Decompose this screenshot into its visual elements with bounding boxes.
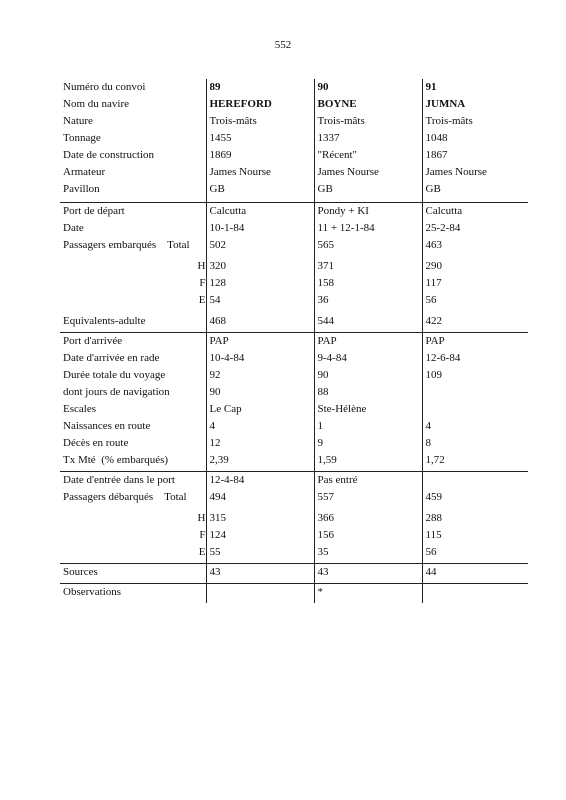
cell-91: 1,72	[422, 452, 528, 469]
cell-91: Trois-mâts	[422, 113, 528, 130]
cell-90: 158	[314, 275, 422, 292]
sub-label: H	[197, 260, 206, 272]
row-label: Naissances en route	[63, 420, 151, 432]
cell-91: 463	[422, 237, 528, 254]
cell-89: 10-1-84	[206, 220, 314, 237]
cell-91: 8	[422, 435, 528, 452]
cell-89: 502	[206, 237, 314, 254]
page-number: 552	[274, 39, 292, 51]
cell-89: 320	[206, 258, 314, 275]
cell-91: 288	[422, 510, 528, 527]
cell-89: 55	[206, 544, 314, 561]
row-label: dont jours de navigation	[63, 386, 170, 398]
cell-90: Trois-mâts	[314, 113, 422, 130]
row-observations	[60, 584, 528, 602]
cell-89: 43	[206, 564, 314, 582]
cell-90: 88	[314, 384, 422, 401]
cell-91: 1867	[422, 147, 528, 164]
cell-91: James Nourse	[422, 164, 528, 181]
row-equivalents-adulte	[60, 313, 528, 330]
cell-91: 25-2-84	[422, 220, 528, 237]
row-nom-navire	[60, 96, 528, 113]
cell-89: 315	[206, 510, 314, 527]
row-label: Nature	[63, 115, 93, 127]
cell-89: Calcutta	[206, 203, 314, 221]
row-pavillon	[60, 181, 528, 198]
row-date-entree-port	[60, 472, 528, 490]
cell-89: Trois-mâts	[206, 113, 314, 130]
row-label: Escales	[63, 403, 96, 415]
label-text: Passagers débarqués	[63, 491, 154, 503]
row-embarques-h	[60, 258, 528, 275]
row-passagers-debarques	[60, 489, 528, 506]
cell-89: James Nourse	[206, 164, 314, 181]
row-port-depart	[60, 203, 528, 221]
row-label: Nom du navire	[63, 98, 129, 110]
row-label: Date	[63, 222, 84, 234]
cell-89: 468	[206, 313, 314, 330]
cell-89: HEREFORD	[206, 96, 314, 113]
cell-89: 89	[206, 79, 314, 96]
cell-91: 56	[422, 292, 528, 309]
cell-90: 565	[314, 237, 422, 254]
row-naissances	[60, 418, 528, 435]
row-label: Equivalents-adulte	[63, 315, 146, 327]
row-numero-convoi	[60, 79, 528, 96]
cell-90: 557	[314, 489, 422, 506]
cell-91: 44	[422, 564, 528, 582]
label-text: Passagers embarqués	[63, 239, 157, 251]
row-armateur	[60, 164, 528, 181]
cell-91: 91	[422, 79, 528, 96]
cell-91: 109	[422, 367, 528, 384]
sub-label: F	[199, 277, 206, 289]
sub-label: E	[198, 294, 206, 306]
cell-90: *	[314, 584, 422, 602]
cell-90: "Récent"	[314, 147, 422, 164]
row-date	[60, 220, 528, 237]
sub-label: Total	[164, 491, 187, 503]
cell-89: GB	[206, 181, 314, 198]
cell-90: Ste-Hélène	[314, 401, 422, 418]
row-label: Observations	[60, 584, 206, 602]
row-nature	[60, 113, 528, 130]
row-label: Port de départ	[60, 203, 206, 221]
cell-91: 459	[422, 489, 528, 506]
row-jours-navigation	[60, 384, 528, 401]
row-port-arrivee	[60, 333, 528, 351]
cell-89: 494	[206, 489, 314, 506]
cell-90: Pondy + KI	[314, 203, 422, 221]
cell-91: 56	[422, 544, 528, 561]
cell-89: 2,39	[206, 452, 314, 469]
cell-90: 35	[314, 544, 422, 561]
row-tx-mte	[60, 452, 528, 469]
row-label	[60, 489, 206, 506]
row-sources	[60, 564, 528, 582]
row-embarques-f	[60, 275, 528, 292]
sub-label: F	[199, 529, 206, 541]
row-label	[60, 452, 206, 469]
cell-91: 12-6-84	[422, 350, 528, 367]
row-debarques-f	[60, 527, 528, 544]
cell-90: 43	[314, 564, 422, 582]
cell-91	[422, 584, 528, 602]
cell-89: 54	[206, 292, 314, 309]
cell-91: Calcutta	[422, 203, 528, 221]
cell-89: 124	[206, 527, 314, 544]
cell-90: 11 + 12-1-84	[314, 220, 422, 237]
cell-91: JUMNA	[422, 96, 528, 113]
label-suffix: (% embarqués)	[101, 454, 169, 466]
row-label: Sources	[60, 564, 206, 582]
row-label: Armateur	[63, 166, 106, 178]
row-label: Date d'arrivée en rade	[63, 352, 160, 364]
cell-90: Pas entré	[314, 472, 422, 490]
cell-90: PAP	[314, 333, 422, 351]
row-label: Numéro du convoi	[63, 81, 146, 93]
cell-91: 4	[422, 418, 528, 435]
cell-89: 12-4-84	[206, 472, 314, 490]
cell-89: 1455	[206, 130, 314, 147]
cell-91: 1048	[422, 130, 528, 147]
cell-91: 117	[422, 275, 528, 292]
cell-90: 90	[314, 79, 422, 96]
cell-89: 128	[206, 275, 314, 292]
cell-89: PAP	[206, 333, 314, 351]
cell-90: 9	[314, 435, 422, 452]
row-escales	[60, 401, 528, 418]
cell-90: 371	[314, 258, 422, 275]
cell-89: Le Cap	[206, 401, 314, 418]
cell-91	[422, 472, 528, 490]
row-label	[60, 237, 206, 254]
cell-89: 10-4-84	[206, 350, 314, 367]
row-label: Port d'arrivée	[60, 333, 206, 351]
cell-90: BOYNE	[314, 96, 422, 113]
row-duree-voyage	[60, 367, 528, 384]
sub-label: E	[198, 546, 206, 558]
cell-90: GB	[314, 181, 422, 198]
spacer	[60, 601, 528, 603]
cell-91	[422, 384, 528, 401]
cell-90: 544	[314, 313, 422, 330]
cell-91	[422, 401, 528, 418]
cell-91: 422	[422, 313, 528, 330]
row-debarques-h	[60, 510, 528, 527]
cell-90: 156	[314, 527, 422, 544]
cell-89	[206, 584, 314, 602]
cell-91: 115	[422, 527, 528, 544]
cell-89: 1869	[206, 147, 314, 164]
cell-90: 9-4-84	[314, 350, 422, 367]
sub-label: Total	[167, 239, 190, 251]
cell-90: 1337	[314, 130, 422, 147]
row-debarques-e	[60, 544, 528, 561]
cell-91: PAP	[422, 333, 528, 351]
cell-91: 290	[422, 258, 528, 275]
row-date-construction	[60, 147, 528, 164]
cell-90: 1	[314, 418, 422, 435]
row-deces	[60, 435, 528, 452]
cell-89: 92	[206, 367, 314, 384]
row-passagers-embarques	[60, 237, 528, 254]
convoy-table	[60, 79, 528, 603]
cell-91: GB	[422, 181, 528, 198]
row-label: Pavillon	[63, 183, 100, 195]
cell-90: 90	[314, 367, 422, 384]
row-label: Date d'entrée dans le port	[60, 472, 206, 490]
row-label: Tonnage	[63, 132, 101, 144]
row-tonnage	[60, 130, 528, 147]
row-label: Date de construction	[63, 149, 155, 161]
cell-89: 90	[206, 384, 314, 401]
cell-89: 4	[206, 418, 314, 435]
cell-90: 36	[314, 292, 422, 309]
label-text: Tx Mté	[63, 454, 96, 466]
row-date-arrivee-rade	[60, 350, 528, 367]
cell-90: James Nourse	[314, 164, 422, 181]
cell-90: 366	[314, 510, 422, 527]
cell-89: 12	[206, 435, 314, 452]
row-label: Décès en route	[63, 437, 129, 449]
cell-90: 1,59	[314, 452, 422, 469]
row-label: Durée totale du voyage	[63, 369, 166, 381]
sub-label: H	[197, 512, 206, 524]
row-embarques-e	[60, 292, 528, 309]
